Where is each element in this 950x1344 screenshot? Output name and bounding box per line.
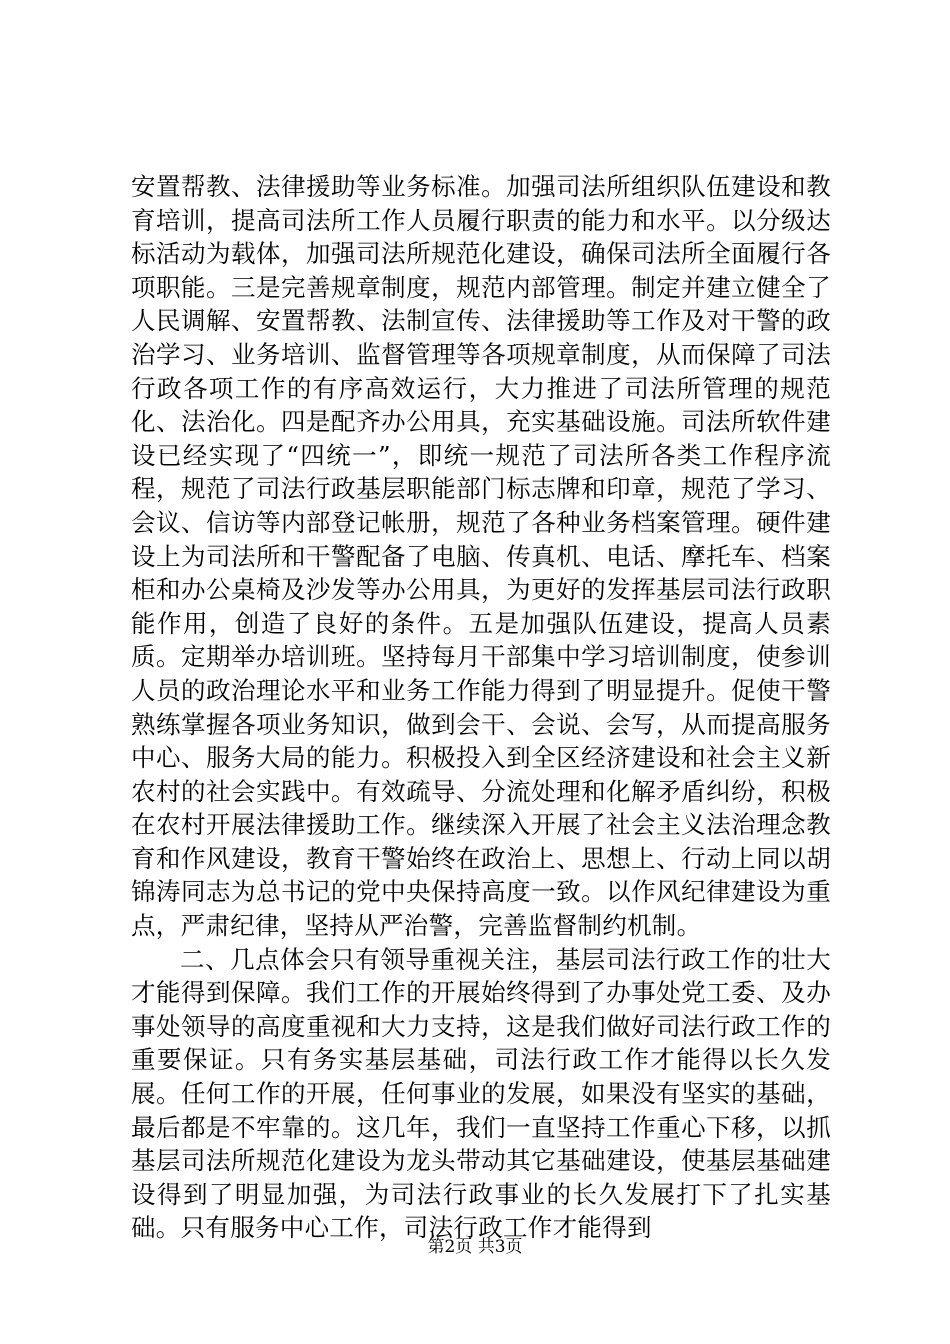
page-footer: 第2页 共3页	[427, 1237, 523, 1257]
body-text	[131, 170, 831, 1245]
paragraph-2: 二、几点体会只有领导重视关注，基层司法行政工作的壮大才能得到保障。我们工作的开展始终得到了办事处党工委、及办事处领导的高度重视和大力支持，这是我们做好司法行政工作的重要保证。只有务实基层基础，司法行政工作才能得以长久发展。任何工作的开展，任何事业的发展，如果没有坚实的基础，最后都是不牢靠的。这几年，我们一直坚持工作重心下移，以抓基层司法所规范化建设为龙头带动其它基础建设，使基层基础建设得到了明显加强，为司法行政事业的长久发展打下了扎实基础。只有服务中心工作，司法行政工作才能得到	[131, 944, 831, 1243]
paragraph-1: 安置帮教、法律援助等业务标准。加强司法所组织队伍建设和教育培训，提高司法所工作人员履行职责的能力和水平。以分级达标活动为载体，加强司法所规范化建设，确保司法所全面履行各项职能。三是完善规章制度，规范内部管理。制定并建立健全了人民调解、安置帮教、法制宣传、法律援助等工作及对干警的政治学习、业务培训、监督管理等各项规章制度，从而保障了司法行政各项工作的有序高效运行，大力推进了司法所管理的规范化、法治化。四是配齐办公用具，充实基础设施。司法所软件建设已经实现了“四统一”，即统一规范了司法所各类工作程序流程，规范了司法行政基层职能部门标志牌和印章，规范了学习、会议、信访等内部登记帐册，规范了各种业务档案管理。硬件建设上为司法所和干警配备了电脑、传真机、电话、摩托车、档案柜和办公桌椅及沙发等办公用具，为更好的发挥基层司法行政职能作用，创造了良好的条件。五是加强队伍建设，提高人员素质。定期举办培训班。坚持每月干部集中学习培训制度，使参训人员的政治理论水平和业务工作能力得到了明显提升。促使干警熟练掌握各项业务知识，做到会干、会说、会写，从而提高服务中心、服务大局的能力。积极投入到全区经济建设和社会主义新农村的社会实践中。有效疏导、分流处理和化解矛盾纠纷，积极在农村开展法律援助工作。继续深入开展了社会主义法治理念教育和作风建设，教育干警始终在政治上、思想上、行动上同以胡锦涛同志为总书记的党中央保持高度一致。以作风纪律建设为重点，严肃纪律，坚持从严治警，完善监督制约机制。	[131, 172, 831, 941]
